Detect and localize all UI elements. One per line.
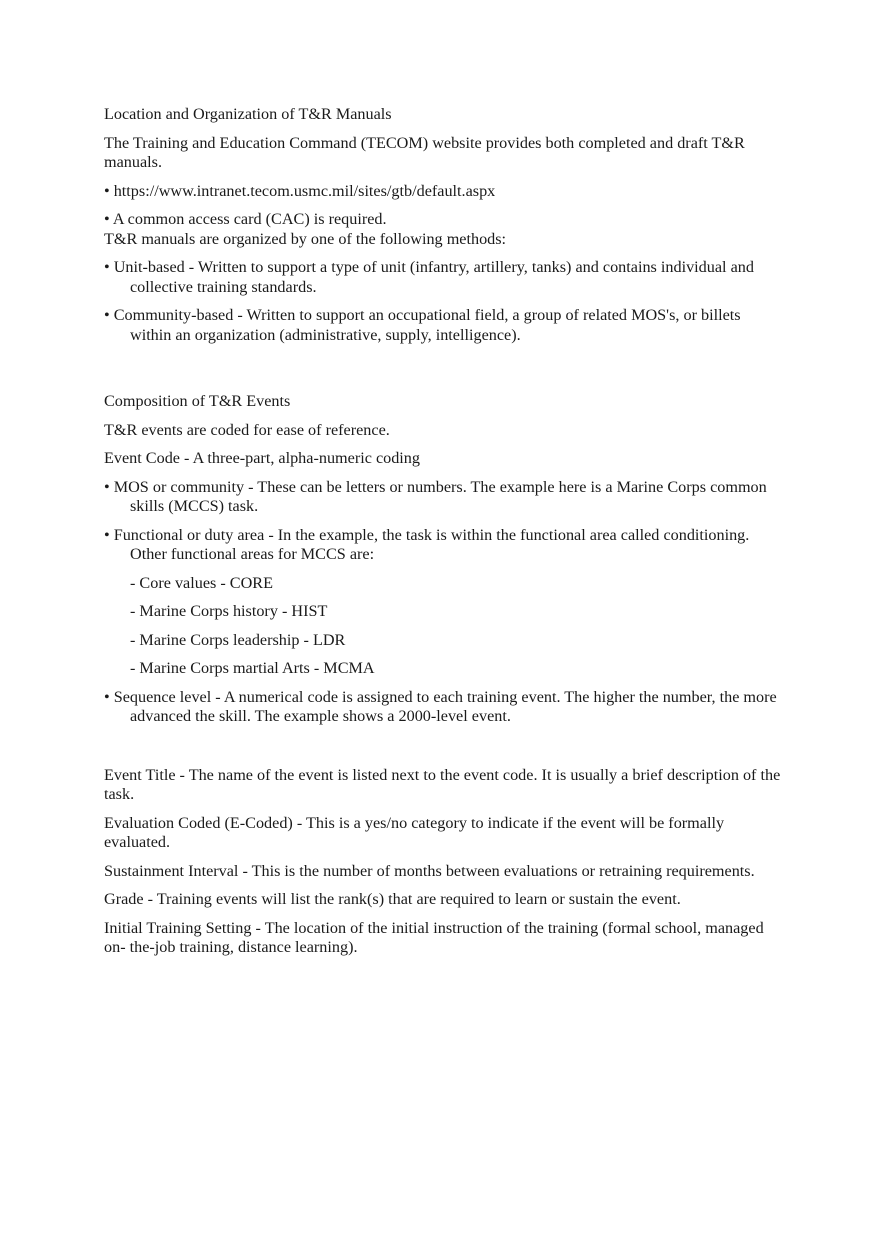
initial-training-setting-paragraph: Initial Training Setting - The location of the initial instruction of the training (formal school, managed on- the-job training, distance learning). bbox=[104, 918, 764, 956]
section-heading-composition: Composition of T&R Events bbox=[104, 392, 291, 410]
grade-paragraph: Grade - Training events will list the rank(s) that are required to learn or sustain the event. bbox=[104, 890, 681, 908]
methods-intro-paragraph: T&R manuals are organized by one of the following methods: bbox=[104, 229, 507, 248]
events-coded-paragraph: T&R events are coded for ease of reference. bbox=[104, 420, 390, 439]
functional-area-item: - Marine Corps martial Arts - MCMA bbox=[130, 659, 375, 677]
community-based-bullet: • Community-based - Written to support an occupational field, a group of related MOS's, or billets within an organization (administrative, supply, intelligence). bbox=[104, 306, 741, 344]
sustainment-interval-paragraph: Sustainment Interval - This is the number of months between evaluations or retraining requirements. bbox=[104, 861, 755, 880]
unit-based-bullet: • Unit-based - Written to support a type of unit (infantry, artillery, tanks) and contains individual and collective training standards. bbox=[104, 258, 754, 296]
functional-area-bullet: • Functional or duty area - In the example, the task is within the functional area called conditioning. Other functional areas for MCCS are: bbox=[104, 525, 750, 563]
mos-community-bullet: • MOS or community - These can be letters or numbers. The example here is a Marine Corps common skills (MCCS) task. bbox=[104, 477, 767, 515]
document-page bbox=[104, 105, 784, 967]
evaluation-coded-paragraph: Evaluation Coded (E-Coded) - This is a yes/no category to indicate if the event will be formally evaluated. bbox=[104, 813, 725, 851]
tecom-intro-paragraph: The Training and Education Command (TECOM) website provides both completed and draft T&R manuals. bbox=[104, 133, 745, 171]
event-title-paragraph: Event Title - The name of the event is listed next to the event code. It is usually a brief description of the task. bbox=[104, 765, 781, 803]
functional-area-item: - Marine Corps leadership - LDR bbox=[130, 630, 346, 649]
event-code-paragraph: Event Code - A three-part, alpha-numeric coding bbox=[104, 449, 420, 467]
functional-area-item: - Marine Corps history - HIST bbox=[130, 602, 328, 620]
section-heading-location: Location and Organization of T&R Manuals bbox=[104, 105, 392, 123]
functional-area-item: - Core values - CORE bbox=[130, 573, 273, 592]
cac-required-bullet: • A common access card (CAC) is required. bbox=[104, 210, 387, 228]
section-spacer bbox=[104, 736, 784, 766]
tecom-url-bullet: • https://www.intranet.tecom.usmc.mil/sites/gtb/default.aspx bbox=[104, 181, 496, 200]
section-spacer bbox=[104, 354, 784, 392]
sequence-level-bullet: • Sequence level - A numerical code is assigned to each training event. The higher the number, the more advanced the skill. The example shows a 2000-level event. bbox=[104, 687, 777, 725]
